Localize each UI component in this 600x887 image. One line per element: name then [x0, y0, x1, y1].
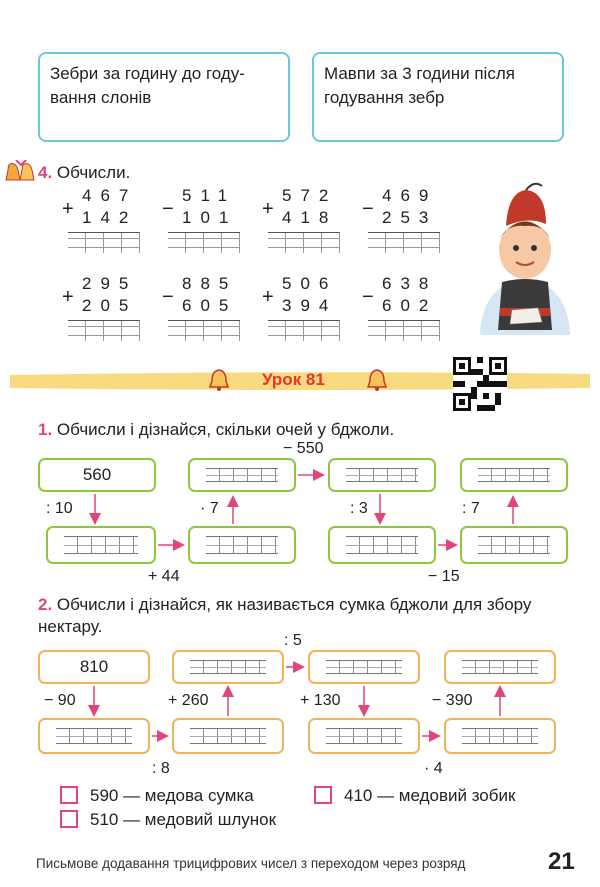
- op-label: · 7: [200, 500, 219, 517]
- answer-option: 410 — медовий зобик: [344, 786, 516, 805]
- answer-grid[interactable]: [68, 232, 140, 253]
- answer-checkbox[interactable]: [60, 810, 78, 828]
- operand-top: 511: [182, 186, 237, 205]
- op-label: : 10: [46, 500, 73, 517]
- op-label: − 390: [432, 692, 473, 709]
- task1-number: 1.: [38, 420, 53, 439]
- task-box-text: Мавпи за 3 години після годування зебр: [324, 64, 515, 107]
- op-label: − 550: [283, 440, 324, 457]
- operand-top: 572: [282, 186, 338, 205]
- op-label: − 15: [428, 568, 460, 585]
- operation-sign: −: [162, 286, 174, 308]
- operand-top: 638: [382, 274, 438, 293]
- task1-text: Обчисли і дізнайся, скільки очей у бджоли.: [56, 420, 395, 439]
- bells-icon: [4, 160, 38, 191]
- answer-grid[interactable]: [168, 232, 240, 253]
- op-label: + 260: [168, 692, 209, 709]
- op-label: + 44: [148, 568, 180, 585]
- operand-bottom: 602: [382, 296, 438, 315]
- footer-caption: Письмове додавання трицифрових чисел з переходом через розряд: [36, 856, 466, 871]
- op-label: · 4: [424, 760, 443, 777]
- operation-sign: +: [262, 286, 274, 308]
- bell-icon: [208, 368, 230, 397]
- op-label: : 7: [462, 500, 480, 517]
- page-number: 21: [548, 848, 575, 875]
- operand-bottom: 142: [82, 208, 138, 227]
- answer-option: 510 — медовий шлунок: [90, 810, 277, 829]
- answer-grid[interactable]: [368, 320, 440, 341]
- bell-icon: [366, 368, 388, 397]
- qr-code-icon[interactable]: [453, 357, 507, 411]
- op-label: : 5: [284, 632, 302, 649]
- task1-heading: [38, 420, 394, 440]
- op-label: + 130: [300, 692, 341, 709]
- operand-bottom: 101: [182, 208, 238, 227]
- operand-top: 467: [82, 186, 138, 205]
- task2-number: 2.: [38, 595, 53, 614]
- task-box-monkeys: [312, 52, 564, 142]
- operand-bottom: 394: [282, 296, 338, 315]
- answer-checkbox[interactable]: [314, 786, 332, 804]
- operand-bottom: 418: [282, 208, 338, 227]
- operand-top: 506: [282, 274, 338, 293]
- operand-top: 295: [82, 274, 138, 293]
- operand-bottom: 605: [182, 296, 238, 315]
- operand-bottom: 253: [382, 208, 438, 227]
- op-label: : 3: [350, 500, 368, 517]
- task-box-text: Зебри за годину до году-вання слонів: [50, 64, 245, 107]
- operation-sign: −: [362, 198, 374, 220]
- answer-checkbox[interactable]: [60, 786, 78, 804]
- boy-illustration: [470, 180, 580, 340]
- operand-top: 469: [382, 186, 438, 205]
- task1-start-value: 560: [82, 465, 112, 484]
- operation-sign: +: [62, 198, 74, 220]
- answer-grid[interactable]: [268, 320, 340, 341]
- lesson-title: Урок 81: [262, 370, 325, 389]
- operation-sign: −: [162, 198, 174, 220]
- task4-heading: [38, 163, 130, 183]
- answer-option: 590 — медова сумка: [90, 786, 254, 805]
- operand-top: 885: [182, 274, 238, 293]
- task2-text: Обчисли і дізнайся, як називається сумка бджоли для збору нектару.: [38, 595, 532, 636]
- op-label: − 90: [44, 692, 76, 709]
- answer-grid[interactable]: [268, 232, 340, 253]
- task1-arrows: [0, 440, 600, 590]
- task2-start-value: 810: [79, 657, 109, 676]
- operation-sign: +: [62, 286, 74, 308]
- op-label: : 8: [152, 760, 170, 777]
- operation-sign: −: [362, 286, 374, 308]
- answer-grid[interactable]: [168, 320, 240, 341]
- task4-number: 4.: [38, 163, 53, 182]
- task4-title: Обчисли.: [56, 163, 131, 182]
- task-box-zebras: [38, 52, 290, 142]
- operand-bottom: 205: [82, 296, 138, 315]
- answer-grid[interactable]: [68, 320, 140, 341]
- operation-sign: +: [262, 198, 274, 220]
- answer-grid[interactable]: [368, 232, 440, 253]
